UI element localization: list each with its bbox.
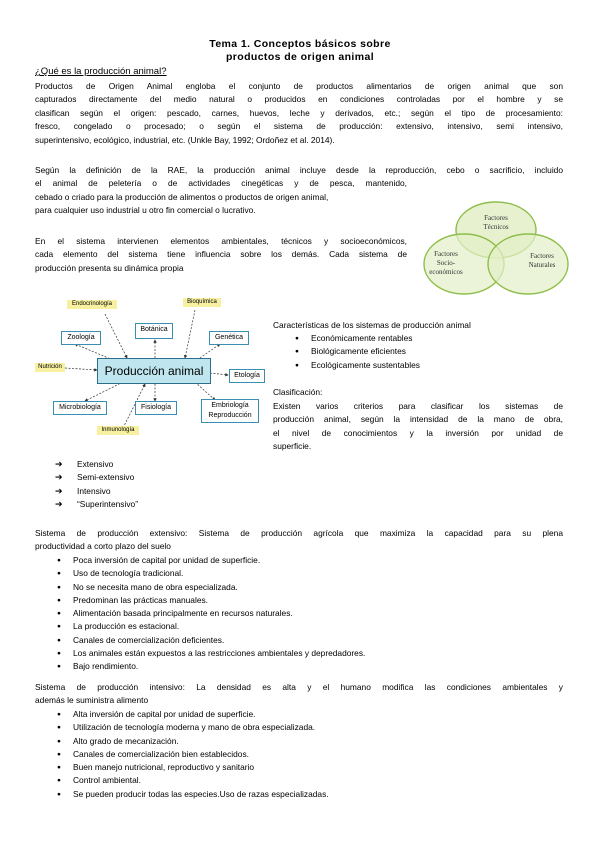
extensivo-list xyxy=(35,554,563,674)
text-line: el animal de peletería o de actividades cinegéticas y de pesca, mantenido, xyxy=(35,178,407,189)
venn-label-tecnicos-1: Factores xyxy=(484,214,508,222)
list-item: ● Se pueden producir todas las especies.Uso de razas especializadas. xyxy=(35,788,563,801)
list-item: ● Control ambiental. xyxy=(35,774,563,787)
paragraph-sistema xyxy=(35,235,407,275)
section-heading-que-es: ¿Qué es la producción animal? xyxy=(35,66,167,77)
list-item xyxy=(55,471,255,484)
list-item: ● Uso de tecnología tradicional. xyxy=(35,567,563,580)
list-item: ● Poca inversión de capital por unidad de superficie. xyxy=(35,554,563,567)
arrow-etologia xyxy=(210,373,228,375)
box-genetica: Genética xyxy=(209,331,249,345)
list-item xyxy=(55,498,255,511)
text-line: superficie. xyxy=(273,441,312,452)
venn-label-socio-1: Factores xyxy=(434,250,458,258)
list-item: ● Alto grado de mecanización. xyxy=(35,735,563,748)
list-item-label: “Superintensivo” xyxy=(77,498,138,509)
clasificacion-heading: Clasificación: xyxy=(273,387,323,397)
arrow-right-icon: ➔ xyxy=(55,459,63,469)
box-etologia: Etología xyxy=(229,369,265,383)
text-line: En el sistema intervienen elementos ambientales, técnicos y socioeconómicos, xyxy=(35,236,407,246)
list-item: ● Económicamente rentables xyxy=(273,332,573,345)
arrow-nutricion xyxy=(65,368,97,370)
page-subtitle: productos de origen animal xyxy=(225,51,375,63)
list-item xyxy=(55,485,255,498)
box-botanica: Botánica xyxy=(135,323,173,339)
list-item: ● Buen manejo nutricional, reproductivo y sanitario xyxy=(35,761,563,774)
text-line: cada elemento del sistema tiene influencia sobre los demás. Cada sistema de xyxy=(35,249,407,260)
text-line: superintensivo, ecológico, industrial, etc. (Unkle Bay, 1992; Ordoñez et al. 2014). xyxy=(35,134,335,145)
box-produccion-animal: Producción animal xyxy=(97,358,211,384)
arrow-embriologia xyxy=(195,382,215,400)
list-item: ● Bajo rendimiento. xyxy=(35,660,563,673)
caracteristicas-heading: Características de los sistemas de producción animal xyxy=(273,320,471,330)
intensivo-list xyxy=(35,708,563,801)
text-line: cebado o criado para la producción de alimentos o productos de origen animal, xyxy=(35,191,329,202)
tipos-list xyxy=(55,458,255,511)
list-item-label: Intensivo xyxy=(77,485,111,496)
arrow-right-icon: ➔ xyxy=(55,498,63,509)
box-embriologia-line1: Embriología xyxy=(211,402,249,409)
list-item: ● No se necesita mano de obra especializada. xyxy=(35,581,563,594)
text-line: Sistema de producción extensivo: Sistema de producción agrícola que maximiza la capacidad para su plena xyxy=(35,528,563,538)
arrow-bioquimica xyxy=(185,310,195,358)
extensivo-intro xyxy=(35,527,563,554)
label-inmunologia: Inmunología xyxy=(97,426,139,435)
text-line: Productos de Origen Animal engloba el conjunto de productos alimentarios de origen animal que son xyxy=(35,81,563,91)
label-bioquimica: Bioquímica xyxy=(183,298,221,307)
venn-label-naturales-2: Naturales xyxy=(528,261,556,269)
caracteristicas-list xyxy=(273,332,573,372)
list-item: ● Alimentación basada principalmente en recursos naturales. xyxy=(35,607,563,620)
list-item-label: Semi-extensivo xyxy=(77,472,135,483)
text-line: clasifican según el origen: pescado, carnes, huevos, leche y derivados, etc.; según el tipo de procesamiento: xyxy=(35,107,563,118)
arrow-microbiologia xyxy=(85,382,123,401)
list-item: ● Utilización de tecnología moderna y mano de obra especializada. xyxy=(35,721,563,734)
list-item-label: Extensivo xyxy=(77,459,114,469)
arrow-endocrinologia xyxy=(105,314,127,358)
paragraph-definicion xyxy=(35,80,563,147)
label-endocrinologia: Endocrinología xyxy=(67,300,117,309)
text-line: Existen varios criterios para clasificar los sistemas de xyxy=(273,401,563,411)
list-item xyxy=(55,458,255,471)
text-line: el nivel de conocimientos y la inversión por unidad de xyxy=(273,427,563,438)
text-line: fresco, congelado o procesado; o según el sistema de producción: extensivo, intensivo, semi intensivo, xyxy=(35,121,563,132)
text-line: producción presenta su dinámica propia xyxy=(35,262,184,273)
venn-factores-diagram xyxy=(412,196,580,300)
page-title: Tema 1. Conceptos básicos sobre xyxy=(209,38,391,50)
text-line: Sistema de producción intensivo: La densidad es alta y el humano modifica las condiciones ambientales y xyxy=(35,682,563,692)
venn-label-tecnicos-2: Técnicos xyxy=(483,223,509,231)
intensivo-intro xyxy=(35,681,563,708)
arrow-right-icon: ➔ xyxy=(55,472,63,483)
venn-label-socio-3: económicos xyxy=(429,268,463,276)
text-line: capturados directamente del medio natural o producidos en condiciones controladas por el hombre y se xyxy=(35,94,563,105)
list-item: ● Los animales están expuestos a las restricciones ambientales y depredadores. xyxy=(35,647,563,660)
clasificacion-paragraph xyxy=(273,400,563,454)
box-zoologia: Zoología xyxy=(61,331,101,345)
list-item: ● Canales de comercialización bien establecidos. xyxy=(35,748,563,761)
label-nutricion: Nutrición xyxy=(35,363,65,372)
text-line: producción animal, según la intensidad de la mano de obra, xyxy=(273,414,563,425)
text-line: productividad a corto plazo del suelo xyxy=(35,541,171,552)
text-line: además le suministra alimento xyxy=(35,695,149,706)
box-fisiologia: Fisiología xyxy=(135,401,177,415)
produccion-animal-diagram xyxy=(35,296,270,441)
venn-label-naturales-1: Factores xyxy=(530,252,554,260)
list-item: ● Ecológicamente sustentables xyxy=(273,359,573,372)
arrow-right-icon: ➔ xyxy=(55,485,63,496)
venn-label-socio-2: Socio- xyxy=(436,259,456,267)
box-embriologia-reproduccion xyxy=(201,399,259,423)
box-embriologia-line2: Reproducción xyxy=(208,412,252,419)
text-line: para cualquier uso industrial u otro fin comercial o lucrativo. xyxy=(35,205,256,216)
list-item: ● Alta inversión de capital por unidad de superficie. xyxy=(35,708,563,721)
text-line: Según la definición de la RAE, la producción animal incluye desde la reproducción, cebo o sacrificio, incluido xyxy=(35,165,563,175)
list-item: ● Biológicamente eficientes xyxy=(273,345,573,358)
list-item: ● Predominan las prácticas manuales. xyxy=(35,594,563,607)
list-item: ● Canales de comercialización deficientes. xyxy=(35,634,563,647)
box-microbiologia: Microbiología xyxy=(53,401,107,415)
list-item: ● La producción es estacional. xyxy=(35,620,563,633)
